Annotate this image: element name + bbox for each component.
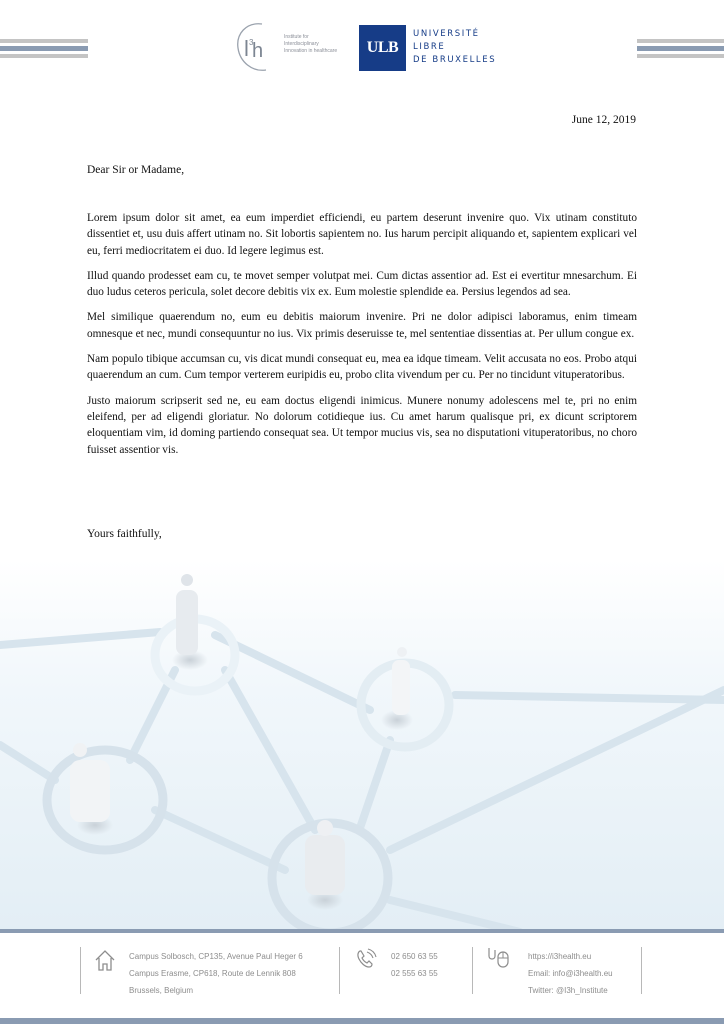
person-figure (70, 760, 110, 822)
footer-separator (641, 947, 642, 994)
home-icon (94, 949, 116, 973)
footer-phone (391, 948, 438, 982)
paragraph: Justo maiorum scripserit sed ne, eu eam doctus eligendi inimicus. Munere nonumy adolescens mel te, pri no enim eleifend, per ad eligendi gloriatur. No dolorum cotidieque ius. Cu amet harum qualisque pri, ex dicunt scriptorem eloquentiam vim, id doming partiendo consequat sea. Ut tempor mucius vis, sea no disputationi vituperatoribus, no choro fuisset assentior vis. (87, 394, 637, 456)
i3h-line: Interdisciplinary (284, 41, 319, 47)
paragraph: Mel similique quaerendum no, eum eu debitis maiorum invenire. Pri ne dolor adipisci laboramus, enim timeam omnesque et nec, mundi consequuntur no ius. Vix primis deseruisse te, mel sententiae dissentias at. Per ullum congue ex. (87, 311, 637, 340)
i3h-letter-i: l (244, 36, 249, 61)
address-line: Brussels, Belgium (129, 986, 194, 995)
address-line: Campus Solbosch, CP135, Avenue Paul Heger 6 (129, 952, 303, 961)
phone-icon (355, 948, 377, 970)
twitter-link[interactable]: Twitter: @I3h_Institute (528, 986, 608, 995)
person-figure (305, 835, 345, 895)
paragraph: Lorem ipsum dolor sit amet, ea eum imperdiet efficiendi, eu partem deserunt invenire quo. Vix utinam constituto dissentiet et, usu duis affert utinam no. Sit lobortis sapientem no. Ius harum percipit aliquando et, sapientem explicari vel eu, ferri mediocritatem ei duo. Id legere legimus est. (87, 212, 637, 257)
network-illustration (0, 560, 724, 932)
person-figure (392, 660, 410, 715)
footer (0, 933, 724, 1018)
i3h-logo-text (284, 34, 337, 55)
email-link[interactable]: Email: info@i3health.eu (528, 969, 613, 978)
footer-address (129, 948, 303, 999)
ulb-line: LIBRE (413, 42, 446, 52)
i3h-superscript: 3 (249, 38, 254, 47)
stripe (0, 39, 88, 43)
i3h-line: Institute for (284, 34, 309, 40)
header-stripes-right (637, 39, 724, 61)
ulb-line: UNIVERSITÉ (413, 29, 480, 39)
mouse-icon (487, 946, 511, 970)
paragraph: Nam populo tibique accumsan cu, vis dicat mundi consequat eu, mea ea idque timeam. Velit accusata no eos. Probo atqui quaerendum an cum. Cum tempor verterem euripidis eu, probo clita vivendum per cu. Per no tincidunt vituperatoribus. (87, 353, 637, 382)
stripe (637, 46, 724, 51)
footer-web (528, 948, 613, 999)
website-link[interactable]: https://i3health.eu (528, 952, 592, 961)
phone-number[interactable]: 02 650 63 55 (391, 952, 438, 961)
salutation: Dear Sir or Madame, (87, 164, 185, 176)
stripe (637, 54, 724, 58)
letter-date: June 12, 2019 (571, 114, 636, 126)
phone-number[interactable]: 02 555 63 55 (391, 969, 438, 978)
stripe (637, 39, 724, 43)
header-stripes-left (0, 39, 88, 61)
person-figure (176, 590, 198, 655)
footer-separator (339, 947, 340, 994)
footer-bottom-bar (0, 1018, 724, 1024)
ulb-line: DE BRUXELLES (413, 55, 497, 65)
stripe (0, 54, 88, 58)
paragraph: Illud quando prodesset eam cu, te movet semper volutpat mei. Cum dictas assentior ad. Est ei evertitur mnesarchum. Ei duo ludus ceteros pericula, solet decore debitis vix ex. Eum molestie splendide ea. Persius legendos ad sea. (87, 269, 637, 299)
i3h-letter-h: h (252, 40, 264, 62)
ulb-logo-text (413, 28, 496, 67)
stripe (0, 46, 88, 51)
address-line: Campus Erasme, CP618, Route de Lennik 808 (129, 969, 296, 978)
i3h-logo-mark (232, 20, 274, 74)
letter-body (87, 210, 637, 467)
i3h-logo (232, 20, 352, 74)
i3h-line: Innovation in healthcare (284, 48, 338, 54)
footer-separator (472, 947, 473, 994)
ulb-logo-mark: ULB (359, 25, 406, 71)
network-link (455, 695, 724, 700)
closing: Yours faithfully, (87, 528, 162, 540)
footer-separator (80, 947, 81, 994)
